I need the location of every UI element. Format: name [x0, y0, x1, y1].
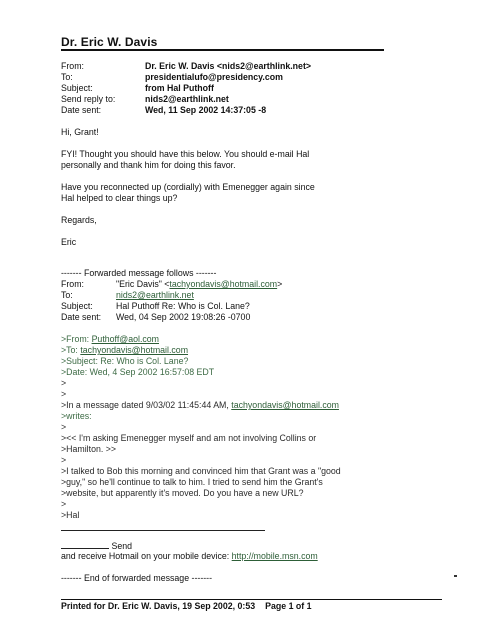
quoted-prefix: >From:: [61, 334, 92, 344]
quoted-talked-line-3: >website, but apparently it's moved. Do you have a new URL?: [61, 488, 304, 498]
regards: Regards,: [61, 215, 97, 225]
header-label: From:: [61, 61, 84, 71]
quoted-signoff: >Hal: [61, 510, 80, 520]
paragraph-1-line-1: FYI! Thought you should have this below. You should e-mail Hal: [61, 149, 310, 159]
header-label: Subject:: [61, 83, 93, 93]
forwarded-label: Subject:: [61, 301, 93, 311]
quoted-in-message-prefix: >In a message dated 9/03/02 11:45:44 AM,: [61, 400, 232, 410]
forwarded-label: Date sent:: [61, 312, 102, 322]
print-footer: [61, 601, 312, 611]
header-send-reply-to: [61, 94, 229, 105]
header-value: from Hal Puthoff: [145, 83, 214, 93]
header-label: To:: [61, 72, 73, 82]
forwarded-subject: [61, 301, 250, 312]
email-link[interactable]: nids2@earthlink.net: [116, 290, 194, 300]
quoted-asking-line-2: >Hamilton. >>: [61, 444, 117, 454]
header-value: presidentialufo@presidency.com: [145, 72, 283, 82]
email-link[interactable]: tachyondavis@hotmail.com: [80, 345, 189, 355]
scan-speck: [454, 575, 457, 577]
paragraph-2-line-2: Hal helped to clear things up?: [61, 193, 178, 203]
quoted-prefix: >To:: [61, 345, 81, 355]
quoted-writes: >writes:: [61, 411, 92, 421]
email-link[interactable]: tachyondavis@hotmail.com: [231, 400, 339, 410]
forwarded-date-value: Wed, 04 Sep 2002 19:08:26 -0700: [116, 312, 251, 322]
forwarded-label: From:: [61, 279, 84, 289]
header-subject: [61, 83, 214, 94]
quoted-blank: >: [61, 455, 67, 465]
greeting: Hi, Grant!: [61, 127, 99, 137]
hotmail-tagline: [61, 551, 441, 562]
quoted-talked-line-2: >guy," so he'll continue to talk to him. I tried to send him the Grant's: [61, 477, 323, 487]
paragraph-1-line-2: personally and thank him for doing this favor.: [61, 160, 236, 170]
forwarded-from-name: "Eric Davis" <: [116, 279, 170, 289]
header-date-sent: [61, 105, 266, 116]
header-value: nids2@earthlink.net: [145, 94, 229, 104]
quoted-blank: >: [61, 499, 67, 509]
forwarded-from: [61, 279, 282, 290]
forwarded-to: [61, 290, 194, 301]
header-label: Date sent:: [61, 105, 102, 115]
blank-underline: [61, 540, 109, 549]
forwarded-date: [61, 312, 250, 323]
footer-rule: [61, 599, 442, 600]
quoted-to: [61, 345, 461, 356]
paragraph-2-line-1: Have you reconnected up (cordially) with Emenegger again since: [61, 182, 315, 192]
forwarded-label: To:: [61, 290, 73, 300]
hotmail-tagline-prefix: and receive Hotmail on your mobile device:: [61, 551, 232, 561]
footer-printed-for: Printed for Dr. Eric W. Davis, 19 Sep 2002, 0:53: [61, 601, 256, 611]
quoted-subject: >Subject: Re: Who is Col. Lane?: [61, 356, 189, 366]
header-value: Dr. Eric W. Davis <nids2@earthlink.net>: [145, 61, 312, 71]
quoted-date: >Date: Wed, 4 Sep 2002 16:57:08 EDT: [61, 367, 215, 377]
quoted-blank: >: [61, 378, 67, 388]
header-value: Wed, 11 Sep 2002 14:37:05 -8: [145, 105, 267, 115]
quoted-in-message-line: [61, 400, 461, 411]
forward-end-marker: ------- End of forwarded message -------: [61, 573, 213, 583]
tagline-separator: [61, 530, 265, 531]
header-from: [61, 61, 311, 72]
hotmail-send-line: [61, 540, 441, 552]
quoted-talked-line-1: >I talked to Bob this morning and convinced him that Grant was a "good: [61, 466, 341, 476]
header-label: Send reply to:: [61, 94, 116, 104]
email-link[interactable]: Puthoff@aol.com: [91, 334, 160, 344]
signature: Eric: [61, 237, 77, 247]
title-underline: [61, 49, 384, 51]
hotmail-url-link[interactable]: http://mobile.msn.com: [231, 551, 318, 561]
forwarded-subject-value: Hal Puthoff Re: Who is Col. Lane?: [116, 301, 250, 311]
quoted-asking-line-1: ><< I'm asking Emenegger myself and am not involving Collins or: [61, 433, 317, 443]
page-title: Dr. Eric W. Davis: [61, 35, 158, 49]
hotmail-send: Send: [111, 541, 132, 551]
footer-page-number: Page 1 of 1: [265, 601, 312, 611]
quoted-blank: >: [61, 422, 67, 432]
quoted-from: [61, 334, 461, 345]
forwarded-from-end: >: [277, 279, 283, 289]
header-to: [61, 72, 283, 83]
forward-start-marker: ------- Forwarded message follows -------: [61, 268, 217, 278]
email-link[interactable]: tachyondavis@hotmail.com: [169, 279, 278, 289]
quoted-blank: >: [61, 389, 67, 399]
